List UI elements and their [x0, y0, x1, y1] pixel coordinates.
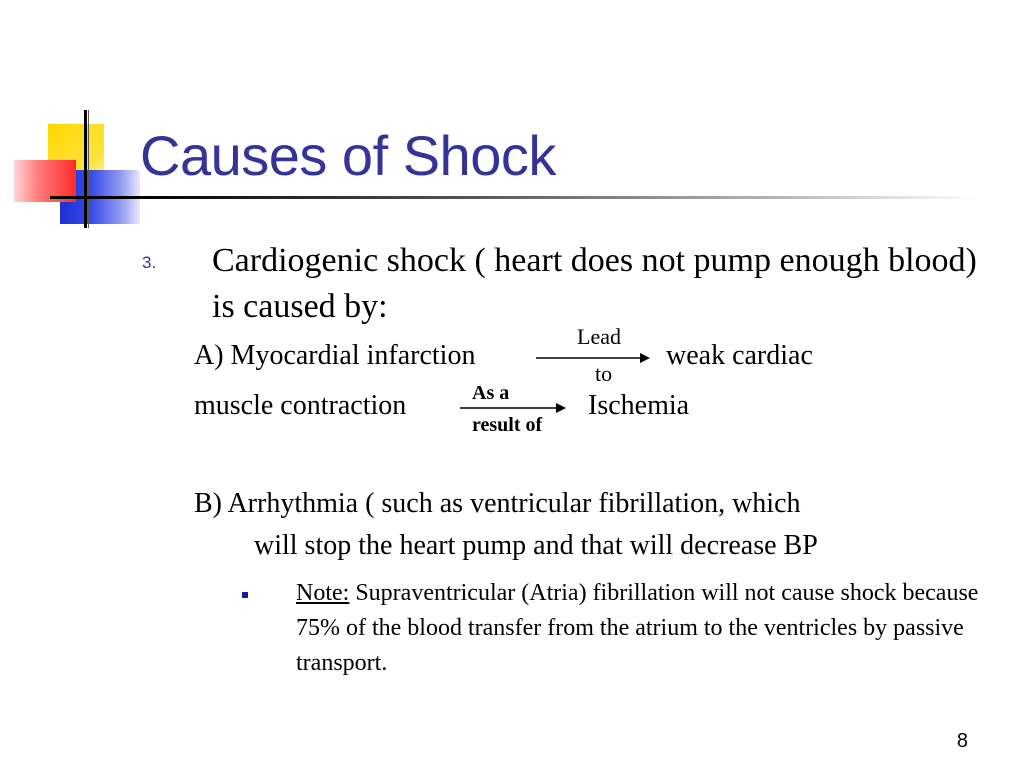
arrow-1-icon — [536, 350, 652, 366]
page-number: 8 — [956, 730, 968, 752]
arrow-1-top-label: Lead — [577, 324, 621, 349]
cause-a-continuation-text: muscle contraction — [194, 390, 407, 421]
arrow-2-top-label: As a — [472, 382, 510, 404]
note-paragraph — [296, 576, 996, 681]
arrow-2-icon — [460, 401, 568, 415]
list-item-text: Cardiogenic shock ( heart does not pump enough blood) is caused by: — [212, 242, 977, 325]
cause-b-continuation-text: will stop the heart pump and that will decrease BP — [254, 530, 818, 561]
title-underline-rule — [50, 196, 980, 199]
list-item-number: 3. — [142, 253, 157, 272]
slide-title: Causes of Shock — [140, 124, 556, 187]
cause-b-text: B) Arrhythmia ( such as ventricular fibrillation, which — [194, 488, 801, 519]
note-text: Supraventricular (Atria) fibrillation will not cause shock because 75% of the blood transfer from the atrium to the ventricles by passive transport. — [296, 580, 979, 676]
cause-a-text: A) Myocardial infarction — [194, 340, 476, 371]
arrow-2-bottom-label: result of — [472, 414, 543, 436]
note-label: Note: — [296, 580, 350, 606]
logo-vertical-line — [84, 110, 87, 228]
note-bullet-icon — [242, 592, 248, 598]
logo-vertical-line-secondary — [88, 110, 89, 228]
cause-a-result-text: weak cardiac — [666, 340, 813, 371]
arrow-1-bottom-label: to — [595, 361, 613, 386]
cause-a-ischemia-text: Ischemia — [588, 390, 690, 421]
